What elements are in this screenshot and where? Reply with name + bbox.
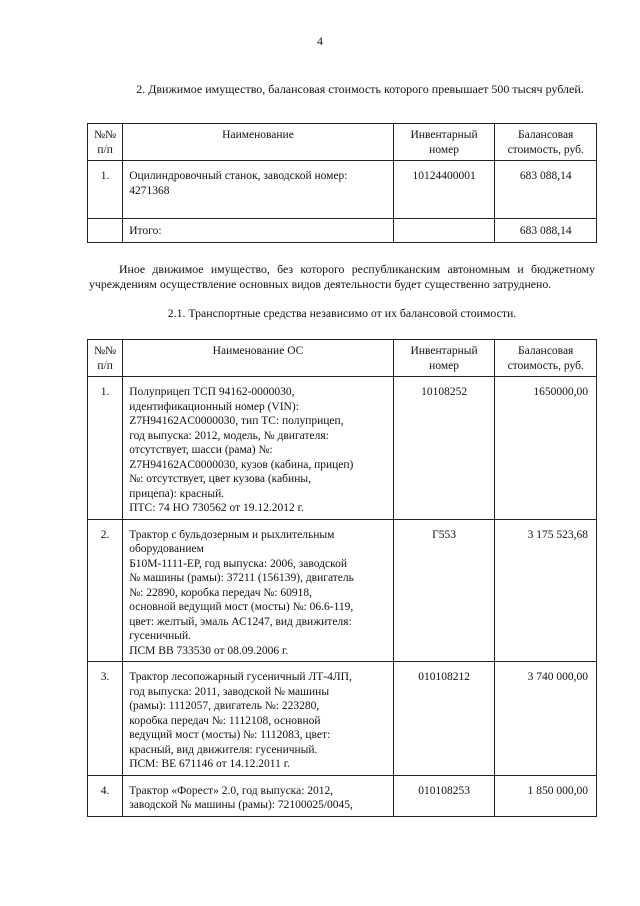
row-inventory: 010108253 [393, 775, 495, 816]
row-inventory: 10108252 [393, 377, 495, 520]
row-num: 1. [88, 377, 123, 520]
row-name: Оцилиндровочный станок, заводской номер: 4271368 [123, 161, 394, 219]
paragraph-other-property: Иное движимое имущество, без которого республиканским автономным и бюджетному учреждениям осуществление основных видов деятельности будет существенно затруднено. [89, 262, 595, 291]
table-header-row [88, 124, 597, 161]
section-2-heading: 2. Движимое имущество, балансовая стоимость которого превышает 500 тысяч рублей. [136, 82, 584, 96]
section-2-1-heading: 2.1. Транспортные средства независимо от их балансовой стоимости. [167, 306, 517, 320]
row-inventory: 10124400001 [393, 161, 495, 219]
row-inventory: 010108212 [393, 662, 495, 776]
row-name: Трактор «Форест» 2.0, год выпуска: 2012, заводской № машины (рамы): 72100025/0045, [123, 775, 394, 816]
table-row [88, 161, 597, 219]
row-name: Трактор лесопожарный гусеничный ЛТ-4ЛП, год выпуска: 2011, заводской № машины (рамы): 1112057, двигатель №: 223280, коробка передач №: 1112108, основной ведущий мост (мосты) №: 1112083, цвет: красный, вид движителя: гусеничный. ПСМ: ВЕ 671146 от 14.12.2011 г. [123, 662, 394, 776]
row-num: 2. [88, 519, 123, 662]
header-num: №№ п/п [88, 340, 123, 377]
header-balance: Балансовая стоимость, руб. [495, 340, 597, 377]
header-num: №№ п/п [88, 124, 123, 161]
table-row [88, 519, 597, 662]
header-inventory: Инвентарный номер [393, 340, 495, 377]
table-vehicles [87, 339, 597, 817]
row-balance: 3 175 523,68 [495, 519, 597, 662]
total-balance: 683 088,14 [495, 219, 597, 243]
row-name: Полуприцеп ТСП 94162-0000030, идентификационный номер (VIN): Z7H94162AC0000030, тип ТС: полуприцеп, год выпуска: 2012, модель, № двигателя: отсутствует, шасси (рама) №: Z7H94162AC0000030, кузов (кабина, прицеп) №: отсутствует, цвет кузова (кабины, прицепа): красный. ПТС: 74 НО 730562 от 19.12.2012 г. [123, 377, 394, 520]
row-balance: 3 740 000,00 [495, 662, 597, 776]
table-total-row [88, 219, 597, 243]
table-row [88, 775, 597, 816]
page-number: 4 [317, 34, 323, 48]
table-row [88, 377, 597, 520]
table-header-row [88, 340, 597, 377]
total-label: Итого: [123, 219, 394, 243]
header-name-os: Наименование ОС [123, 340, 394, 377]
row-balance: 1650000,00 [495, 377, 597, 520]
header-name: Наименование [123, 124, 394, 161]
header-balance: Балансовая стоимость, руб. [495, 124, 597, 161]
row-num: 1. [88, 161, 123, 219]
row-name: Трактор с бульдозерным и рыхлительным оборудованием Б10М-1111-ЕР, год выпуска: 2006, заводской № машины (рамы): 37211 (156139), двигатель №: 22890, коробка передач №: 60918, основной ведущий мост (мосты) №: 06.6-119, цвет: желтый, эмаль АС1247, вид движителя: гусеничный. ПСМ ВВ 733530 от 08.09.2006 г. [123, 519, 394, 662]
row-balance: 683 088,14 [495, 161, 597, 219]
table-row [88, 662, 597, 776]
row-inventory: Г553 [393, 519, 495, 662]
total-inv-empty [393, 219, 495, 243]
row-num: 4. [88, 775, 123, 816]
row-balance: 1 850 000,00 [495, 775, 597, 816]
table-movable-property [87, 123, 597, 243]
row-num: 3. [88, 662, 123, 776]
total-num-empty [88, 219, 123, 243]
header-inventory: Инвентарный номер [393, 124, 495, 161]
